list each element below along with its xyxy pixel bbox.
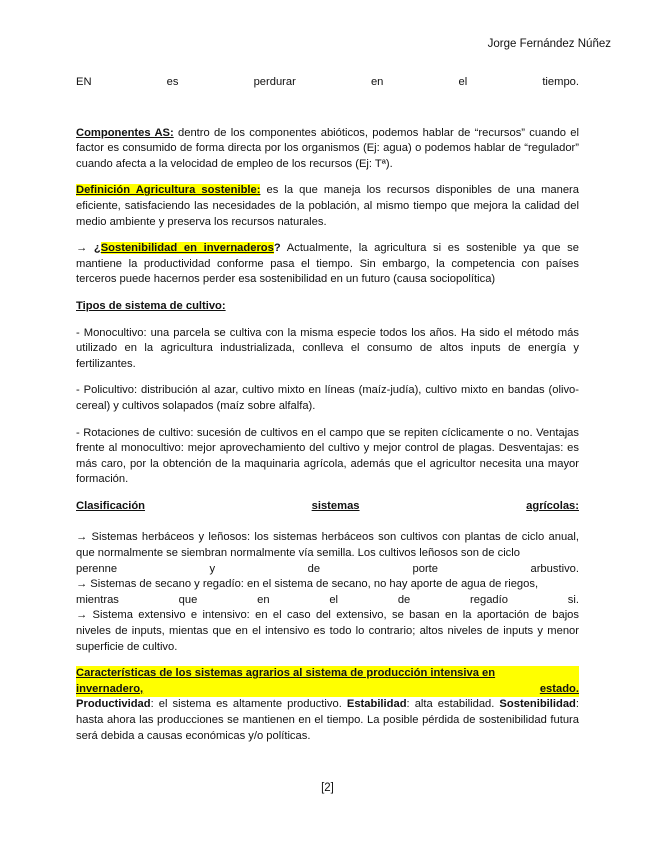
sostenibilidad-label: Sostenibilidad [499, 698, 576, 711]
word: si. [567, 593, 579, 606]
definicion-title: Definición Agricultura sostenible: [76, 184, 261, 197]
productividad-text: : el sistema es altamente productivo. [150, 698, 347, 711]
sostenibilidad-text: Actualmente, la agricultura si es sostenible ya que se mantiene la productividad conforme pasa el tiempo. Sin embargo, la competencia con países terceros puede hacernos perder esa sostenibilidad en un futuro (causa sociopolítica) [76, 242, 579, 286]
word: invernadero, [76, 682, 144, 695]
secano-text: → Sistemas de secano y regadío: en el sistema de secano, no hay aporte de agua de riegos, [76, 578, 539, 591]
page-content [76, 75, 579, 744]
word: en [257, 593, 270, 606]
word: que [178, 593, 198, 606]
sostenibilidad-title: Sostenibilidad en invernaderos [100, 242, 274, 255]
word: es [166, 76, 179, 88]
question-close: ? [273, 242, 281, 255]
word: Clasificación [76, 499, 146, 512]
rotaciones-paragraph: - Rotaciones de cultivo: sucesión de cultivos en el campo que se repiten cíclicamente o no. Ventajas frente al monocultivo: mejor aprovechamiento del cultivo y mejor control de plagas. Desventajas: es más caro, por la obtención de la maquinaria agrícola, además que el agricultor necesita una mayor formación. [76, 426, 579, 486]
line-en [76, 75, 579, 91]
word: de [307, 562, 321, 575]
question-open: ¿ [93, 242, 101, 255]
word: EN [76, 76, 92, 88]
definicion-text: es la que maneja los recursos disponibles de una manera eficiente, satisfaciendo las necesidades de la población, al mismo tiempo que mejora la calidad del medio ambiente y preserva los recursos naturales. [76, 184, 580, 228]
word: y [209, 562, 216, 575]
word: tiempo. [542, 76, 579, 88]
word: perdurar [253, 76, 296, 88]
caracteristicas-title-line2 [76, 682, 579, 698]
secano-line [76, 593, 579, 609]
sostenibilidad-paragraph [76, 241, 579, 288]
monocultivo-paragraph: - Monocultivo: una parcela se cultiva con la misma especie todos los años. Ha sido el método más utilizado en la agricultura industrializada, conlleva el consumo de altos inputs de energía y fertilizantes. [76, 326, 579, 370]
herbaceos-text: → Sistemas herbáceos y leñosos: los sistemas herbáceos son cultivos con plantas de ciclo anual, que normalmente se siembran normalmente vía semilla. Los cultivos leñosos son de ciclo [76, 531, 579, 560]
caracteristicas-body [76, 697, 579, 744]
tipos-title: Tipos de sistema de cultivo: [76, 299, 226, 312]
componentes-text: dentro de los componentes abióticos, podemos hablar de “recursos” cuando el factor es consumido de forma directa por los organismos (Ej: agua) o podemos hablar de “regulador” cuando afecta a la velocidad de empleo de los recursos (Ej: Tª). [76, 126, 579, 170]
word: agrícolas: [526, 499, 579, 512]
page-number: [2] [321, 782, 334, 794]
tipos-heading [76, 299, 579, 315]
word: regadío [470, 593, 508, 606]
definicion-paragraph [76, 183, 579, 230]
estabilidad-text: : alta estabilidad. [406, 698, 495, 711]
estabilidad-label: Estabilidad [346, 698, 407, 711]
word: en [370, 76, 384, 88]
componentes-paragraph [76, 126, 579, 173]
word: el [458, 76, 468, 88]
word: porte [412, 562, 439, 575]
word: el [329, 593, 339, 606]
word: arbustivo. [530, 562, 579, 575]
componentes-title: Componentes AS: [76, 126, 174, 139]
policultivo-paragraph: - Policultivo: distribución al azar, cultivo mixto en líneas (maíz-judía), cultivo mixto en bandas (olivo-cereal) y cultivos solapados (maíz sobre alfalfa). [76, 384, 579, 412]
sostenibilidad-body-text: : hasta ahora las producciones se mantienen en el tiempo. La posible pérdida de sostenibilidad futura será debida a causas económicas y/o políticas. [76, 698, 579, 742]
word: perenne [76, 562, 118, 575]
arrow-icon: → [76, 242, 94, 255]
word: de [397, 593, 411, 606]
word: estado. [539, 682, 579, 695]
caracteristicas-title-line1: Características de los sistemas agrarios al sistema de producción intensiva en [76, 666, 579, 682]
productividad-label: Productividad [76, 698, 151, 711]
herbaceos-line [76, 562, 579, 578]
word: mientras [76, 593, 119, 606]
word: sistemas [311, 499, 360, 512]
header-author: Jorge Fernández Núñez [487, 38, 611, 50]
clasificacion-heading [76, 499, 579, 515]
extensivo-text: → Sistema extensivo e intensivo: en el caso del extensivo, se basan en la aportación de bajos niveles de inputs, mientas que en el intensivo es todo lo contrario; altos niveles de inputs y menor superficie de cultivo. [76, 609, 579, 653]
